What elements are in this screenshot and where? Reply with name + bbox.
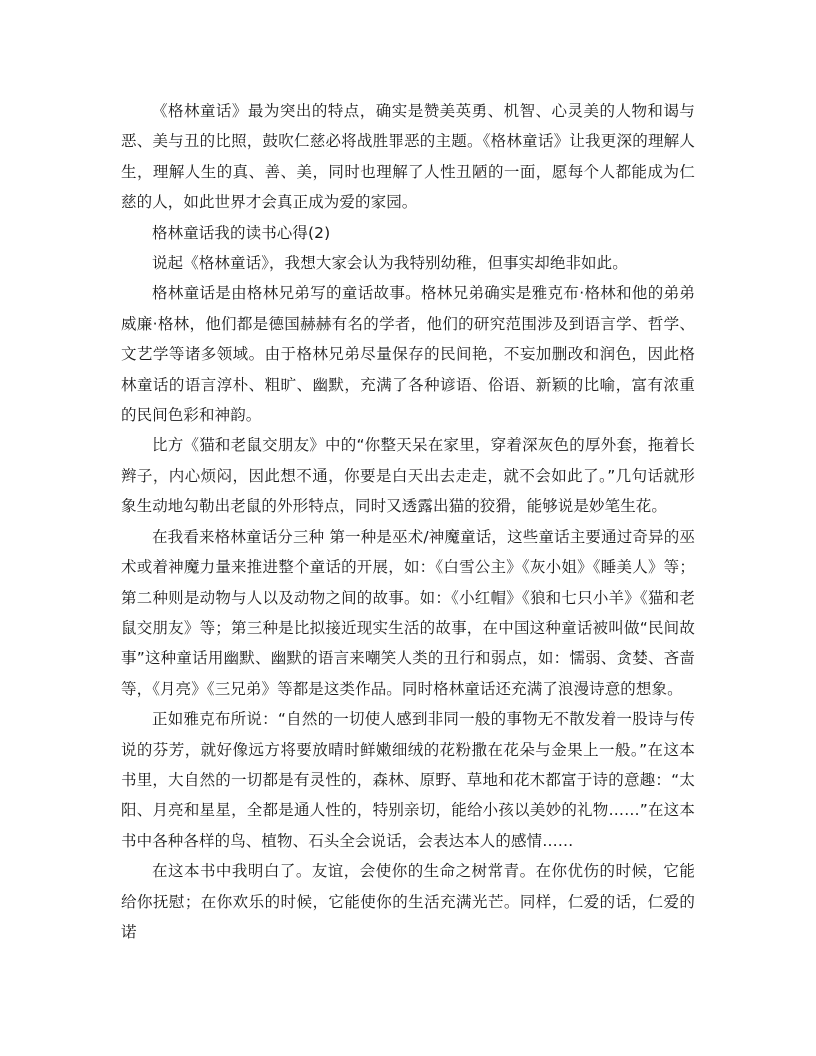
paragraph-cat-and-mouse: 比方《猫和老鼠交朋友》中的“你整天呆在家里，穿着深灰色的厚外套，拖着长辫子，内心烦闷，因此想不通，你要是白天出去走走，就不会如此了。”几句话就形象生动地勾勒出老鼠的外形特点，同时又透露出猫的狡猾，能够说是妙笔生花。: [121, 436, 695, 516]
paragraph-three-types: 在我看来格林童话分三种 第一种是巫术/神魔童话，这些童话主要通过奇异的巫术或着神魔力量来推进整个童话的开展，如：《白雪公主》《灰小姐》《睡美人》等；第二种则是动物与人以及动物之间的故事。如：《小红帽》《狼和七只小羊》《猫和老鼠交朋友》等；第三种是比拟接近现实生活的故事，在中国这种童话被叫做“民间故事”这种童话用幽默、幽默的语言来嘲笑人类的丑行和弱点，如：懦弱、贪婪、吝啬等，《月亮》《三兄弟》等都是这类作品。同时格林童话还充满了浪漫诗意的想象。: [121, 527, 695, 698]
paragraph-intro: 说起《格林童话》，我想大家会认为我特别幼稚，但事实却绝非如此。: [152, 254, 628, 273]
paragraph-jacob-quote: 正如雅克布所说：“自然的一切使人感到非同一般的事物无不散发着一股诗与传说的芬芳，就好像远方将要放晴时鲜嫩细绒的花粉撒在花朵与金果上一般。”在这本书里，大自然的一切都是有灵性的，森林、原野、草地和花木都富于诗的意趣：“太阳、月亮和星星，全都是通人性的，特别亲切，能给小孩以美妙的礼物……”在这本书中各种各样的鸟、植物、石头全会说话，会表达本人的感情……: [121, 710, 695, 850]
section-heading: 格林童话我的读书心得(2): [152, 223, 331, 242]
paragraph-grimm-summary: 《格林童话》最为突出的特点，确实是赞美英勇、机智、心灵美的人物和谒与恶、美与丑的比照，鼓吹仁慈必将战胜罪恶的主题。《格林童话》让我更深的理解人生，理解人生的真、善、美，同时也理解了人性丑陋的一面，愿每个人都能成为仁慈的人，如此世界才会真正成为爱的家园。: [121, 102, 695, 212]
paragraph-grimm-brothers: 格林童话是由格林兄弟写的童话故事。格林兄弟确实是雅克布·格林和他的弟弟威廉·格林，他们都是德国赫赫有名的学者，他们的研究范围涉及到语言学、哲学、文艺学等诸多领域。由于格林兄弟尽量保存的民间艳，不妄加删改和润色，因此格林童话的语言淳朴、粗旷、幽默，充满了各种谚语、俗语、新颖的比喻，富有浓重的民间色彩和神韵。: [121, 284, 695, 425]
document-page: [121, 96, 695, 947]
paragraph-friendship: 在这本书中我明白了。友谊，会使你的生命之树常青。在你优伤的时候，它能给你抚慰；在你欢乐的时候，它能使你的生活充满光芒。同样，仁爱的话，仁爱的诺: [121, 862, 695, 941]
